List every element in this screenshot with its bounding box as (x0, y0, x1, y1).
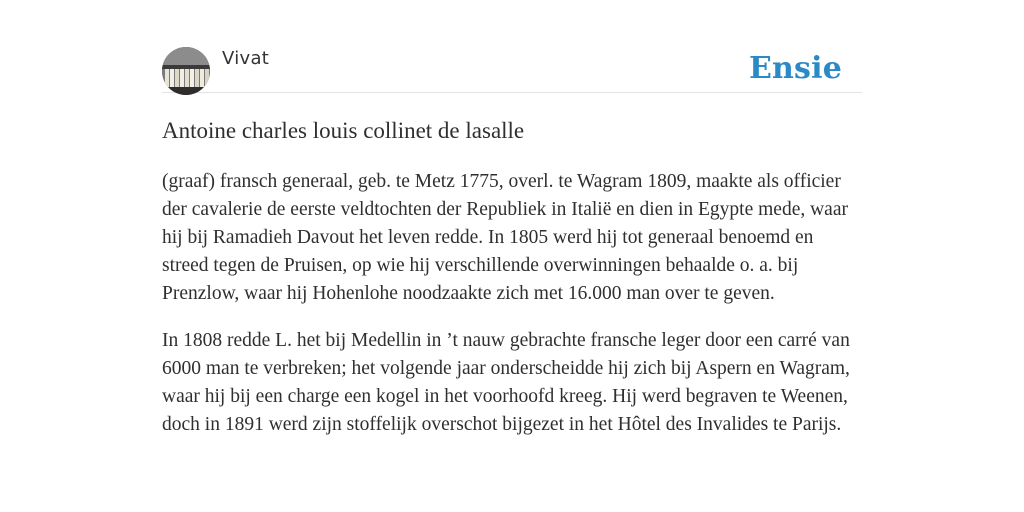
brand-logo-link[interactable]: Ensie (748, 51, 842, 86)
article-title: Antoine charles louis collinet de lasalle (162, 118, 525, 143)
source-name[interactable]: Vivat (222, 48, 270, 69)
header-bar (162, 46, 862, 93)
source-avatar[interactable] (162, 47, 210, 95)
book-spines-icon (162, 47, 210, 95)
article-paragraph: (graaf) fransch generaal, geb. te Metz 1775, overl. te Wagram 1809, maakte als officier der cavalerie de eerste veldtochten der Republiek in Italië en dien in Egypte mede, waar hij bij Ramadieh Davout het leven redde. In 1805 werd hij tot generaal benoemd en streed tegen de Pruisen, op wie hij verschillende overwinningen behaalde o. a. bij Prenzlow, waar hij Hohenlohe noodzaakte zich met 16.000 man over te geven. (162, 171, 848, 304)
article-body (162, 168, 862, 458)
article-paragraph: In 1808 redde L. het bij Medellin in ’t nauw gebrachte fransche leger door een carré van 6000 man te verbreken; het volgende jaar onderscheidde hij zich bij Aspern en Wagram, waar hij bij een charge een kogel in het voorhoofd kreeg. Hij werd begraven te Weenen, doch in 1891 werd zijn stoffelijk overschot bijgezet in het Hôtel des Invalides te Parijs. (162, 330, 850, 435)
